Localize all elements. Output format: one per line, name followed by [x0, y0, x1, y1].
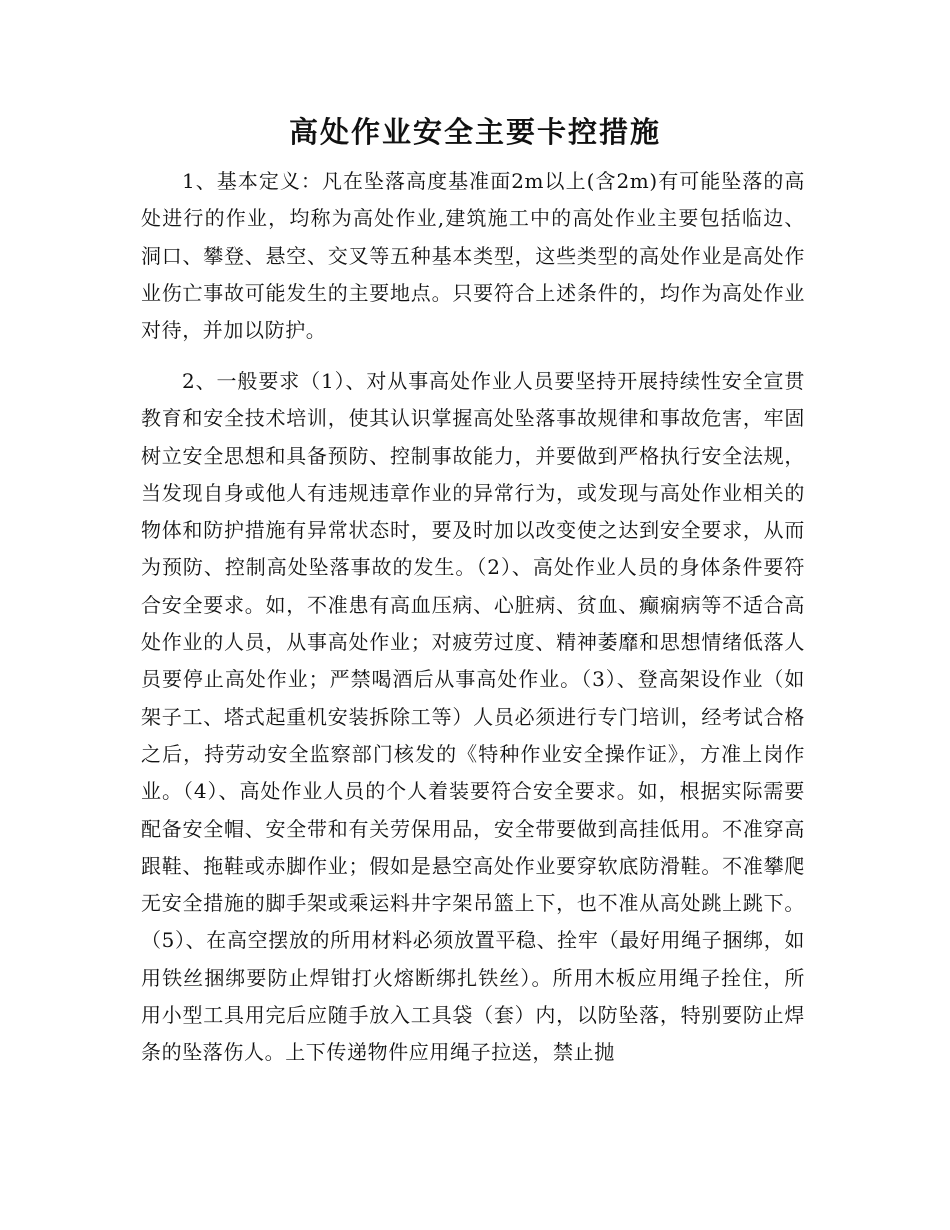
- paragraph-basic-definition: 1、基本定义：凡在坠落高度基准面2m以上(含2m)有可能坠落的高处进行的作业，均称为高处作业,建筑施工中的高处作业主要包括临边、洞口、攀登、悬空、交叉等五种基本类型，这些类型的高处作业是高处作业伤亡事故可能发生的主要地点。只要符合上述条件的，均作为高处作业对待，并加以防护。: [141, 169, 805, 343]
- paragraph-general-requirements: 2、一般要求（1）、对从事高处作业人员要坚持开展持续性安全宣贯教育和安全技术培训，使其认识掌握高处坠落事故规律和事故危害，牢固树立安全思想和具备预防、控制事故能力，并要做到严格执行安全法规，当发现自身或他人有违规违章作业的异常行为，或发现与高处作业相关的物体和防护措施有异常状态时，要及时加以改变使之达到安全要求，从而为预防、控制高处坠落事故的发生。（2）、高处作业人员的身体条件要符合安全要求。如，不准患有高血压病、心脏病、贫血、癫痫病等不适合高处作业的人员，从事高处作业；对疲劳过度、精神萎靡和思想情绪低落人员要停止高处作业；严禁喝酒后从事高处作业。（3）、登高架设作业（如架子工、塔式起重机安装拆除工等）人员必须进行专门培训，经考试合格之后，持劳动安全监察部门核发的《特种作业安全操作证》，方准上岗作业。（4）、高处作业人员的个人着装要符合安全要求。如，根据实际需要配备安全帽、安全带和有关劳保用品，安全带要做到高挂低用。不准穿高跟鞋、拖鞋或赤脚作业；假如是悬空高处作业要穿软底防滑鞋。不准攀爬无安全措施的脚手架或乘运料井字架吊篮上下，也不准从高处跳上跳下。（5）、在高空摆放的所用材料必须放置平稳、拴牢（最好用绳子捆绑，如用铁丝捆绑要防止焊钳打火熔断绑扎铁丝）。所用木板应用绳子拴住，所用小型工具用完后应随手放入工具袋（套）内，以防坠落，特别要防止焊条的坠落伤人。上下传递物件应用绳子拉送，禁止抛: [141, 369, 805, 1065]
- document-title: 高处作业安全主要卡控措施: [288, 115, 661, 149]
